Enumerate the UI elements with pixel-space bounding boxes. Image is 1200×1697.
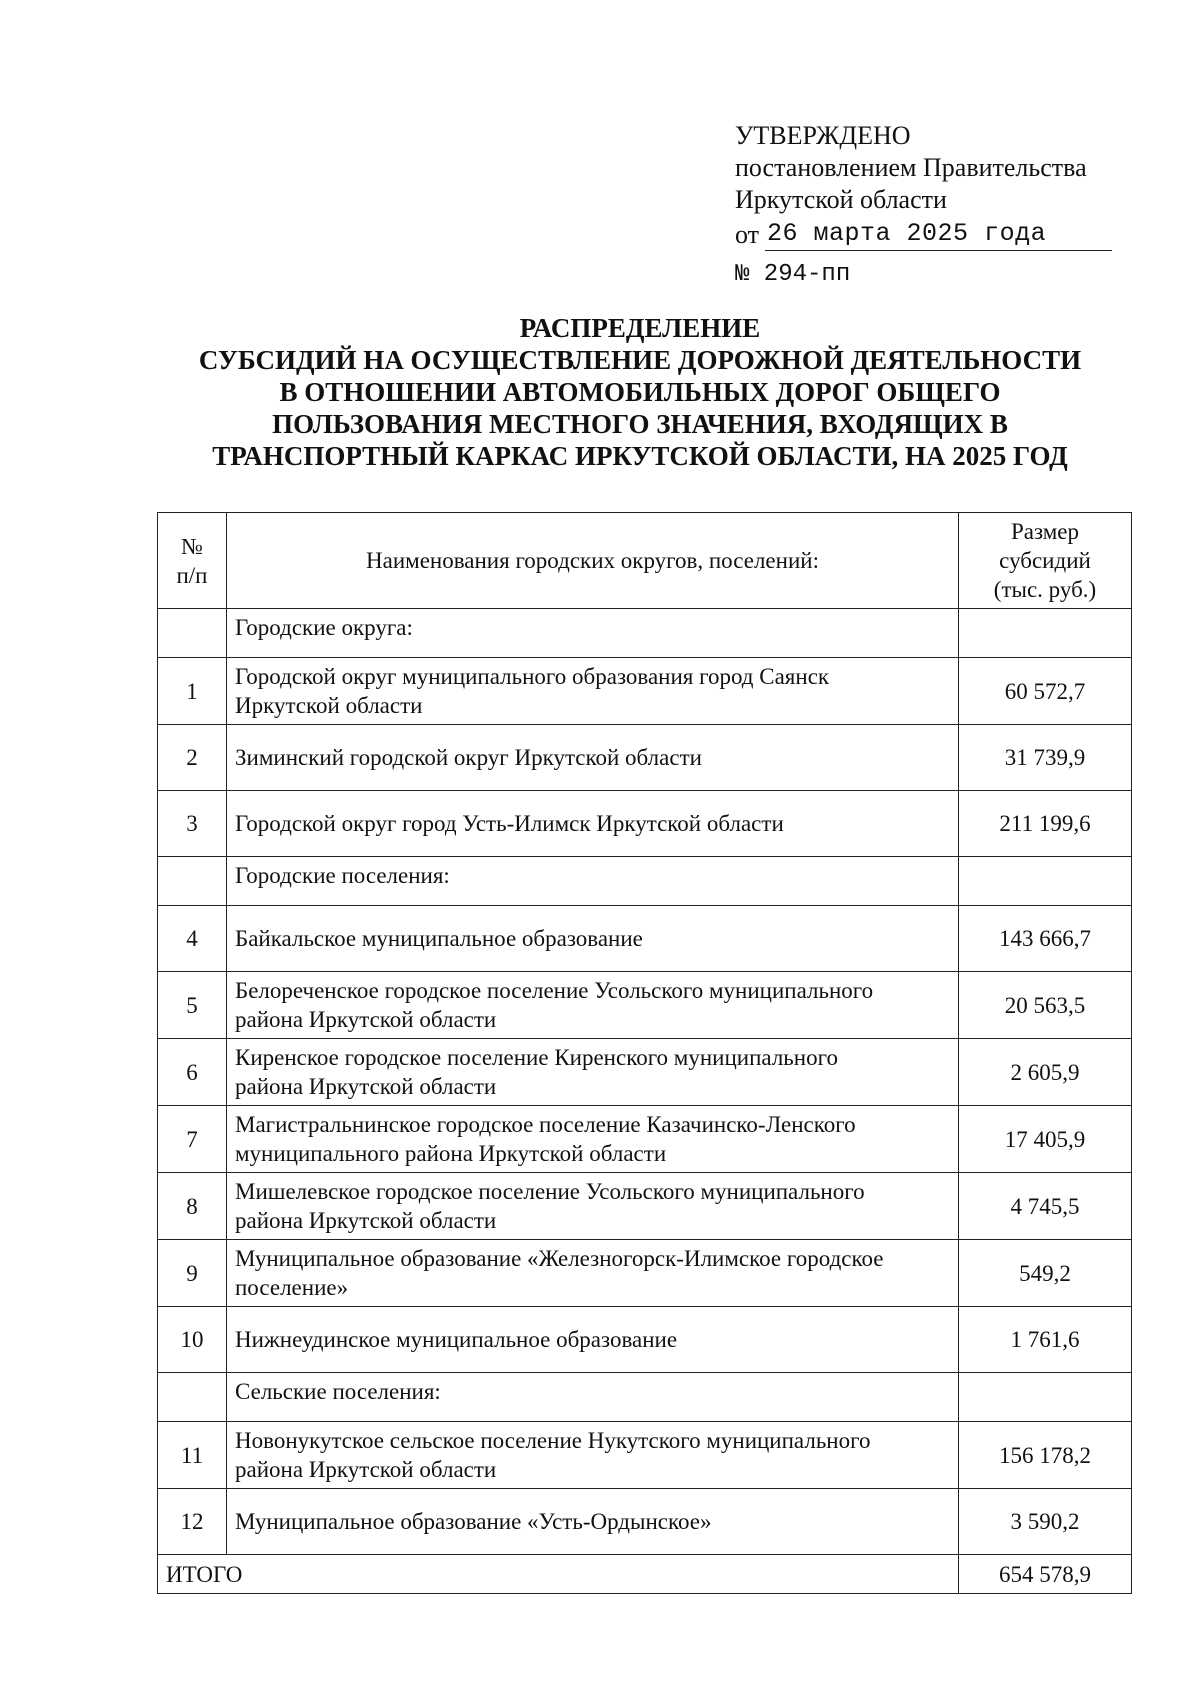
table-row <box>158 1106 1132 1173</box>
row-name-l1: Мишелевское городское поселение Усольского муниципального <box>235 1179 865 1204</box>
table-row <box>158 658 1132 725</box>
row-number: 11 <box>158 1422 227 1489</box>
row-number: 9 <box>158 1240 227 1307</box>
row-name <box>227 1106 959 1173</box>
header-name: Наименования городских округов, поселений: <box>227 513 959 609</box>
title-line: РАСПРЕДЕЛЕНИЕ <box>519 313 761 343</box>
row-name-l1: Белореченское городское поселение Усольского муниципального <box>235 978 874 1003</box>
row-number: 12 <box>158 1489 227 1555</box>
row-number: 1 <box>158 658 227 725</box>
table-row <box>158 906 1132 972</box>
row-name-l2: района Иркутской области <box>235 1208 497 1233</box>
row-name-l1: Муниципальное образование «Железногорск-Илимское городское <box>235 1246 884 1271</box>
row-name-l2: Иркутской области <box>235 693 423 718</box>
row-name-l1: Магистральнинское городское поселение Казачинско-Ленского <box>235 1112 856 1137</box>
header-size <box>959 513 1132 609</box>
row-name-l1: Новонукутское сельское поселение Нукутского муниципального <box>235 1428 871 1453</box>
row-name-l2: муниципального района Иркутской области <box>235 1141 667 1166</box>
approval-date: 26 марта 2025 года <box>765 218 1112 251</box>
row-name <box>227 658 959 725</box>
row-value: 2 605,9 <box>959 1039 1132 1106</box>
row-value: 60 572,7 <box>959 658 1132 725</box>
approval-status: УТВЕРЖДЕНО <box>735 121 911 150</box>
row-value: 3 590,2 <box>959 1489 1132 1555</box>
title-line: В ОТНОШЕНИИ АВТОМОБИЛЬНЫХ ДОРОГ ОБЩЕГО <box>279 377 1001 407</box>
row-name <box>227 1173 959 1240</box>
row-name-l1: Киренское городское поселение Киренского муниципального <box>235 1045 838 1070</box>
row-name: Муниципальное образование «Усть-Ордынское» <box>227 1489 959 1555</box>
header-size-l1: Размер <box>1010 519 1080 544</box>
section-rural-settlements: Сельские поселения: <box>227 1373 959 1422</box>
table-row <box>158 725 1132 791</box>
row-name: Городской округ город Усть-Илимск Иркутской области <box>227 791 959 857</box>
row-value: 31 739,9 <box>959 725 1132 791</box>
row-name <box>227 972 959 1039</box>
row-value: 17 405,9 <box>959 1106 1132 1173</box>
row-number: 7 <box>158 1106 227 1173</box>
row-name-l1: Городской округ муниципального образования город Саянск <box>235 664 830 689</box>
row-name-l2: района Иркутской области <box>235 1457 497 1482</box>
document-title <box>140 312 1140 472</box>
title-line: ТРАНСПОРТНЫЙ КАРКАС ИРКУТСКОЙ ОБЛАСТИ, НА 2025 ГОД <box>212 441 1068 471</box>
section-row <box>158 1373 1132 1422</box>
approval-date-prefix: от <box>735 220 760 249</box>
total-row <box>158 1555 1132 1594</box>
approval-number: № 294-пп <box>735 261 851 288</box>
approval-region: Иркутской области <box>735 185 947 214</box>
table-row <box>158 791 1132 857</box>
row-value: 211 199,6 <box>959 791 1132 857</box>
table-row <box>158 972 1132 1039</box>
row-value: 156 178,2 <box>959 1422 1132 1489</box>
row-name-l2: района Иркутской области <box>235 1074 497 1099</box>
section-urban-districts: Городские округа: <box>227 609 959 658</box>
table-row <box>158 1422 1132 1489</box>
row-name <box>227 1240 959 1307</box>
row-name-l2: района Иркутской области <box>235 1007 497 1032</box>
row-number: 10 <box>158 1307 227 1373</box>
row-value: 20 563,5 <box>959 972 1132 1039</box>
row-value: 549,2 <box>959 1240 1132 1307</box>
row-name-l2: поселение» <box>235 1275 349 1300</box>
approval-stamp <box>735 120 1115 291</box>
total-label: ИТОГО <box>158 1555 959 1594</box>
header-number <box>158 513 227 609</box>
row-number: 6 <box>158 1039 227 1106</box>
approval-authority: постановлением Правительства <box>735 153 1087 182</box>
table-row <box>158 1039 1132 1106</box>
table-row <box>158 1173 1132 1240</box>
row-name: Байкальское муниципальное образование <box>227 906 959 972</box>
header-size-l3: (тыс. руб.) <box>993 577 1097 602</box>
row-name: Нижнеудинское муниципальное образование <box>227 1307 959 1373</box>
row-value: 4 745,5 <box>959 1173 1132 1240</box>
table-row <box>158 1307 1132 1373</box>
title-line: ПОЛЬЗОВАНИЯ МЕСТНОГО ЗНАЧЕНИЯ, ВХОДЯЩИХ В <box>272 409 1008 439</box>
row-name: Зиминский городской округ Иркутской области <box>227 725 959 791</box>
row-number: 2 <box>158 725 227 791</box>
section-row <box>158 857 1132 906</box>
approval-date-row <box>735 218 1115 251</box>
table-row <box>158 1489 1132 1555</box>
title-line: СУБСИДИЙ НА ОСУЩЕСТВЛЕНИЕ ДОРОЖНОЙ ДЕЯТЕЛЬНОСТИ <box>198 345 1082 375</box>
section-urban-settlements: Городские поселения: <box>227 857 959 906</box>
table-row <box>158 1240 1132 1307</box>
subsidy-table <box>157 512 1132 1594</box>
header-number-abbr: п/п <box>176 562 208 588</box>
row-number: 3 <box>158 791 227 857</box>
row-number: 5 <box>158 972 227 1039</box>
row-name <box>227 1422 959 1489</box>
row-number: 8 <box>158 1173 227 1240</box>
row-value: 143 666,7 <box>959 906 1132 972</box>
row-value: 1 761,6 <box>959 1307 1132 1373</box>
header-number-symbol: № <box>181 533 203 559</box>
header-size-l2: субсидий <box>999 548 1091 573</box>
total-value: 654 578,9 <box>959 1555 1132 1594</box>
row-number: 4 <box>158 906 227 972</box>
row-name <box>227 1039 959 1106</box>
section-row <box>158 609 1132 658</box>
table-header-row <box>158 513 1132 609</box>
